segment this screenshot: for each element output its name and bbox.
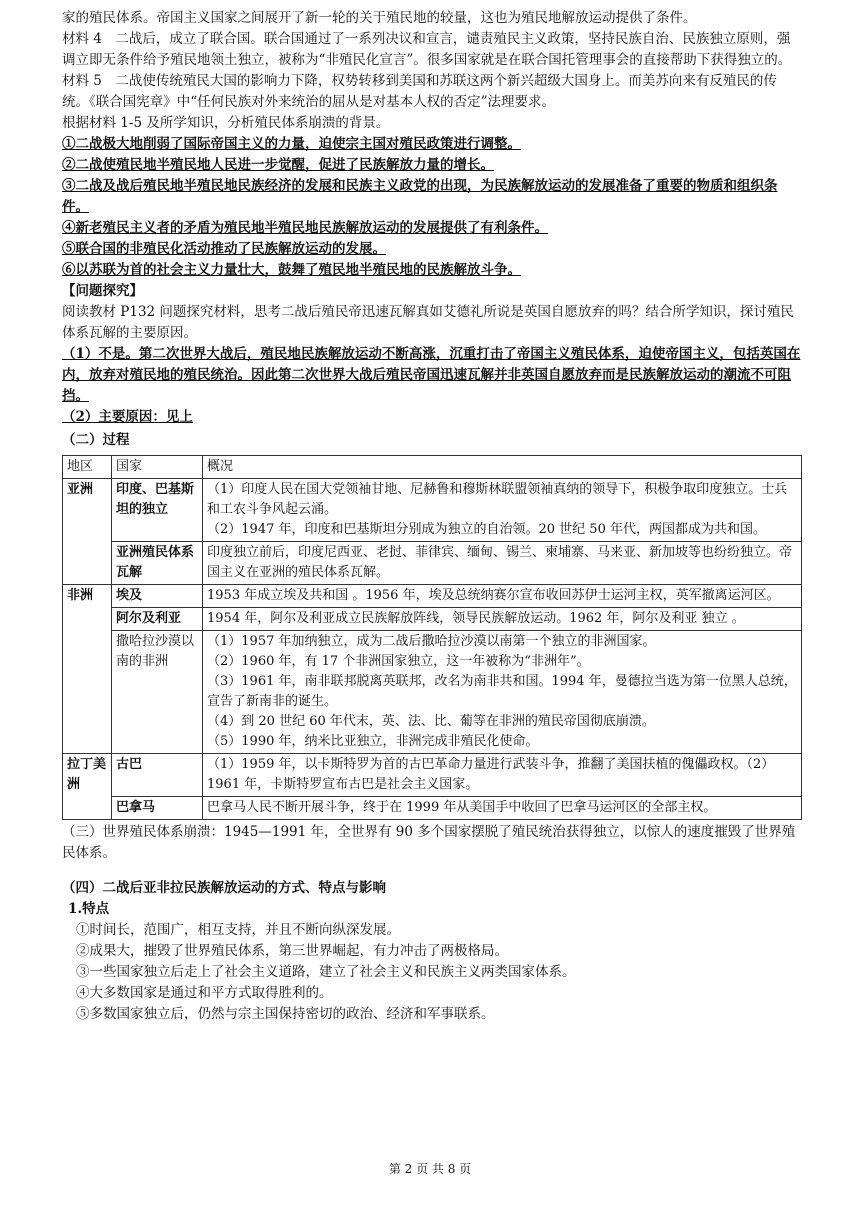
- document-page: [62, 8, 802, 1025]
- process-heading: （二）过程: [62, 432, 130, 448]
- answer-5: ⑤联合国的非殖民化活动推动了民族解放运动的发展。: [62, 241, 386, 257]
- country-cuba: 古巴: [112, 754, 203, 797]
- list-item: ④大多数国家是通过和平方式取得胜利的。: [76, 985, 333, 1001]
- overview-line: （2）1947 年，印度和巴基斯坦分别成为独立的自治领。20 世纪 50 年代，两国都成为共和国。: [207, 522, 766, 537]
- material-5: 材料 5 二战使传统殖民大国的影响力下降，权势转移到美国和苏联这两个新兴超级大国身上。而美苏向来有反殖民的传统。《联合国宪章》中“任何民族对外来统治的屈从是对基本人权的否定”法理要求。: [62, 73, 777, 110]
- overview-line: （2）1960 年，有 17 个非洲国家独立，这一年被称为“非洲年”。: [207, 654, 590, 669]
- inquiry-answer-1: （1）不是。第二次世界大战后，殖民地民族解放运动不断高涨，沉重打击了帝国主义殖民体系，迫使帝国主义，包括英国在内，放弃对殖民地的殖民统治。因此第二次世界大战后殖民帝国迅速瓦解并非英国自愿放弃而是民族解放运动的潮流不可阻挡。: [62, 346, 801, 404]
- country-sub-saharan: 撒哈拉沙漠以南的非洲: [112, 631, 203, 754]
- overview-line: （1）印度人民在国大党领袖甘地、尼赫鲁和穆斯林联盟领袖真纳的领导下，积极争取印度独立。士兵和工农斗争风起云涌。: [207, 482, 788, 517]
- material-4: 材料 4 二战后，成立了联合国。联合国通过了一系列决议和宣言，谴责殖民主义政策，坚持民族自治、民族独立原则，强调立即无条件给予殖民地领土独立，被称为“非殖民化宣言”。很多国家就是在联合国托管理事会的直接帮助下获得独立的。: [62, 31, 792, 68]
- header-overview: 概况: [203, 456, 802, 479]
- material-3-tail: 家的殖民体系。帝国主义国家之间展开了新一轮的关于殖民地的较量，这也为殖民地解放运动提供了条件。: [62, 10, 697, 26]
- overview-line: （3）1961 年，南非联邦脱离英联邦，改名为南非共和国。1994 年，曼德拉当选为第一位黑人总统，宣告了新南非的诞生。: [207, 674, 797, 709]
- process-table: [62, 455, 802, 820]
- table-row: [63, 797, 802, 820]
- table-row: [63, 608, 802, 631]
- overview-panama: 巴拿马人民不断开展斗争，终于在 1999 年从美国手中收回了巴拿马运河区的全部主权。: [203, 797, 802, 820]
- list-item: ②成果大，摧毁了世界殖民体系，第三世界崛起，有力冲击了两极格局。: [76, 943, 508, 959]
- inquiry-question: 阅读教材 P132 问题探究材料，思考二战后殖民帝迅速瓦解真如艾德礼所说是英国自愿放弃的吗？结合所学知识，探讨殖民体系瓦解的主要原因。: [62, 304, 794, 341]
- section4-subheading: 1.特点: [68, 901, 110, 917]
- country-panama: 巴拿马: [112, 797, 203, 820]
- country-algeria: 阿尔及利亚: [112, 608, 203, 631]
- overview-line: （4）到 20 世纪 60 年代末，英、法、比、葡等在非洲的殖民帝国彻底崩溃。: [207, 714, 655, 729]
- inquiry-answer-2: （2）主要原因：见上: [62, 409, 193, 425]
- list-item: ①时间长，范围广，相互支持，并且不断向纵深发展。: [76, 922, 400, 938]
- header-country: 国家: [112, 456, 203, 479]
- answer-3: ③二战及战后殖民地半殖民地民族经济的发展和民族主义政党的出现，为民族解放运动的发展准备了重要的物质和组织条件。: [62, 178, 778, 215]
- region-latin-america: 拉丁美洲: [63, 754, 112, 820]
- overview-line: （5）1990 年，纳米比亚独立，非洲完成非殖民化使命。: [207, 734, 539, 749]
- country-egypt: 埃及: [112, 585, 203, 608]
- country-asia-collapse: 亚洲殖民体系瓦解: [112, 542, 203, 585]
- answer-4: ④新老殖民主义者的矛盾为殖民地半殖民地民族解放运动的发展提供了有利条件。: [62, 220, 548, 236]
- overview-line: （1）1957 年加纳独立，成为二战后撒哈拉沙漠以南第一个独立的非洲国家。: [207, 634, 656, 649]
- table-row: [63, 479, 802, 542]
- overview-sub-saharan: [203, 631, 802, 754]
- answer-2: ②二战使殖民地半殖民地人民进一步觉醒，促进了民族解放力量的增长。: [62, 157, 494, 173]
- table-row: [63, 754, 802, 797]
- table-row: [63, 631, 802, 754]
- answer-1: ①二战极大地削弱了国际帝国主义的力量，迫使宗主国对殖民政策进行调整。: [62, 136, 521, 152]
- overview-egypt: 1953 年成立埃及共和国 。1956 年，埃及总统纳赛尔宣布收回苏伊士运河主权，英军撤离运河区。: [203, 585, 802, 608]
- table-row: [63, 542, 802, 585]
- region-africa: 非洲: [63, 585, 112, 754]
- collapse-summary: （三）世界殖民体系崩溃：1945—1991 年，全世界有 90 多个国家摆脱了殖民统治获得独立，以惊人的速度摧毁了世界殖民体系。: [62, 824, 796, 861]
- overview-india-pakistan: [203, 479, 802, 542]
- answer-6: ⑥以苏联为首的社会主义力量壮大，鼓舞了殖民地半殖民地的民族解放斗争。: [62, 262, 521, 278]
- region-asia: 亚洲: [63, 479, 112, 585]
- overview-algeria: 1954 年，阿尔及利亚成立民族解放阵线，领导民族解放运动。1962 年，阿尔及利亚 独立 。: [203, 608, 802, 631]
- list-item: ⑤多数国家独立后，仍然与宗主国保持密切的政治、经济和军事联系。: [76, 1006, 495, 1022]
- list-item: ③一些国家独立后走上了社会主义道路，建立了社会主义和民族主义两类国家体系。: [76, 964, 576, 980]
- section4-heading: （四）二战后亚非拉民族解放运动的方式、特点与影响: [62, 880, 386, 896]
- overview-asia-collapse: 印度独立前后，印度尼西亚、老挝、菲律宾、缅甸、锡兰、柬埔寨、马来亚、新加坡等也纷纷独立。帝国主义在亚洲的殖民体系瓦解。: [203, 542, 802, 585]
- question-prompt: 根据材料 1-5 及所学知识，分析殖民体系崩溃的背景。: [62, 115, 390, 131]
- inquiry-heading: 【问题探究】: [62, 283, 143, 299]
- page-footer: 第 2 页 共 8 页: [388, 1162, 472, 1176]
- country-india-pakistan: 印度、巴基斯坦的独立: [112, 479, 203, 542]
- table-header-row: [63, 456, 802, 479]
- table-row: [63, 585, 802, 608]
- header-region: 地区: [63, 456, 112, 479]
- overview-cuba: （1）1959 年，以卡斯特罗为首的古巴革命力量进行武装斗争，推翻了美国扶植的傀儡政权。（2）1961 年，卡斯特罗宣布古巴是社会主义国家。: [203, 754, 802, 797]
